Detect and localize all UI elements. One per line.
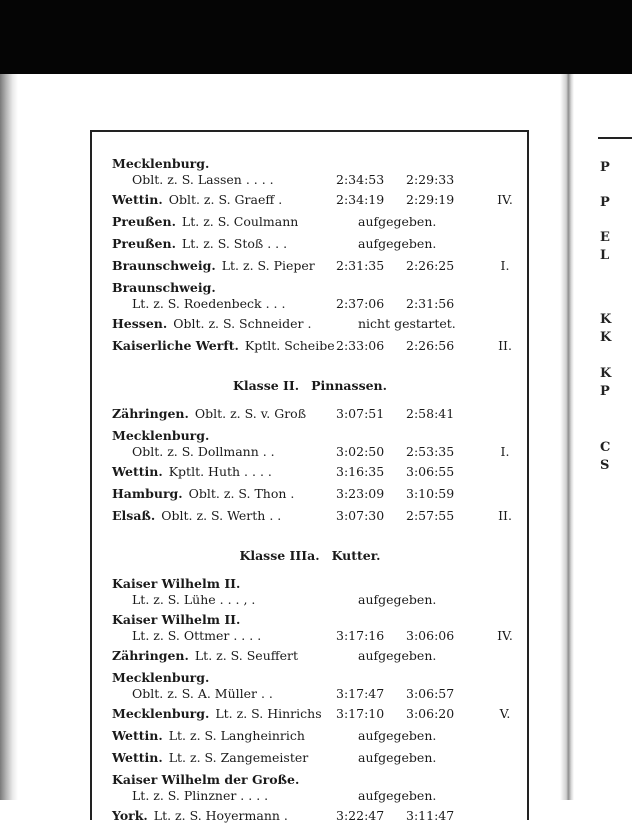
class-label: Klasse IIIa. bbox=[239, 548, 320, 563]
result-row bbox=[112, 316, 532, 338]
cut-off-letter: L bbox=[600, 248, 610, 263]
placing: I. bbox=[500, 258, 510, 273]
result-row bbox=[112, 576, 532, 612]
entry-line bbox=[112, 338, 335, 353]
result-row bbox=[112, 236, 532, 258]
ship-name: Preußen. bbox=[112, 236, 176, 251]
status-text: aufgegeben. bbox=[358, 648, 437, 663]
elapsed-time: 2:33:06 bbox=[336, 338, 385, 353]
elapsed-time: 3:23:09 bbox=[336, 486, 385, 501]
result-row bbox=[112, 486, 532, 508]
class-label: Klasse II. bbox=[232, 378, 300, 393]
corrected-time: 3:06:57 bbox=[406, 686, 455, 701]
entry-line bbox=[112, 316, 311, 331]
corrected-time: 3:10:59 bbox=[406, 486, 455, 501]
ship-name: Wettin. bbox=[112, 750, 163, 765]
class-heading bbox=[112, 378, 508, 400]
entry-line bbox=[112, 214, 298, 229]
ship-name: Kaiser Wilhelm II. bbox=[112, 612, 241, 627]
ship-name: Kaiser Wilhelm der Große. bbox=[112, 772, 300, 787]
corrected-time: 3:11:47 bbox=[406, 808, 455, 823]
entry-line bbox=[112, 192, 282, 207]
ship-name: Hamburg. bbox=[112, 486, 183, 501]
cut-off-letter: K bbox=[600, 330, 612, 345]
skipper-name: Lt. z. S. Seuffert bbox=[194, 648, 299, 663]
entry-line bbox=[112, 486, 294, 501]
cut-off-letter: K bbox=[600, 366, 612, 381]
status-text: aufgegeben. bbox=[358, 592, 437, 607]
ship-name: Kaiserliche Werft. bbox=[112, 338, 239, 353]
ship-name: Kaiser Wilhelm II. bbox=[112, 576, 241, 591]
skipper-name: Oblt. z. S. Lassen . . . . bbox=[132, 172, 274, 187]
book-gutter bbox=[560, 74, 574, 800]
elapsed-time: 3:02:50 bbox=[336, 444, 385, 459]
skipper-name: Kptlt. Huth . . . . bbox=[168, 464, 272, 479]
ship-name: Mecklenburg. bbox=[112, 670, 210, 685]
ship-name: Mecklenburg. bbox=[112, 156, 210, 171]
cut-off-letter: K bbox=[600, 312, 612, 327]
results-table bbox=[112, 156, 532, 830]
status-text: aufgegeben. bbox=[358, 750, 437, 765]
ship-name: Braunschweig. bbox=[112, 280, 216, 295]
elapsed-time: 3:16:35 bbox=[336, 464, 385, 479]
entry-line bbox=[112, 808, 288, 823]
result-row bbox=[112, 406, 532, 428]
corrected-time: 3:06:55 bbox=[406, 464, 455, 479]
placing: II. bbox=[498, 338, 512, 353]
skipper-name: Lt. z. S. Lühe . . . , . bbox=[132, 592, 256, 607]
skipper-name: Lt. z. S. Roedenbeck . . . bbox=[132, 296, 286, 311]
result-row bbox=[112, 280, 532, 316]
result-row bbox=[112, 156, 532, 192]
skipper-name: Oblt. z. S. Graeff . bbox=[168, 192, 283, 207]
corrected-time: 2:53:35 bbox=[406, 444, 455, 459]
ship-name: Wettin. bbox=[112, 192, 163, 207]
status-text: aufgegeben. bbox=[358, 788, 437, 803]
result-row bbox=[112, 214, 532, 236]
skipper-name: Lt. z. S. Langheinrich bbox=[168, 728, 305, 743]
result-row bbox=[112, 428, 532, 464]
skipper-name: Oblt. z. S. Werth . . bbox=[161, 508, 282, 523]
skipper-name: Kptlt. Scheibe bbox=[244, 338, 335, 353]
elapsed-time: 3:17:10 bbox=[336, 706, 385, 721]
status-text: aufgegeben. bbox=[358, 214, 437, 229]
skipper-name: Lt. z. S. Coulmann bbox=[181, 214, 299, 229]
result-row bbox=[112, 808, 532, 830]
class-name: Pinnassen. bbox=[311, 378, 388, 393]
elapsed-time: 3:07:30 bbox=[336, 508, 385, 523]
skipper-name: Lt. z. S. Pieper bbox=[221, 258, 315, 273]
ship-name: Wettin. bbox=[112, 464, 163, 479]
elapsed-time: 3:17:47 bbox=[336, 686, 385, 701]
entry-line bbox=[112, 236, 287, 251]
elapsed-time: 2:34:19 bbox=[336, 192, 385, 207]
result-row bbox=[112, 464, 532, 486]
result-row bbox=[112, 772, 532, 808]
entry-line bbox=[112, 750, 308, 765]
ship-name: Mecklenburg. bbox=[112, 428, 210, 443]
result-row bbox=[112, 508, 532, 530]
entry-line bbox=[112, 648, 298, 663]
elapsed-time: 2:31:35 bbox=[336, 258, 385, 273]
cut-off-letter: P bbox=[600, 384, 610, 399]
skipper-name: Lt. z. S. Hinrichs bbox=[215, 706, 322, 721]
scanner-background bbox=[0, 0, 632, 74]
result-row bbox=[112, 750, 532, 772]
status-text: nicht gestartet. bbox=[358, 316, 456, 331]
placing: IV. bbox=[497, 192, 513, 207]
result-row bbox=[112, 612, 532, 648]
skipper-name: Lt. z. S. Stoß . . . bbox=[181, 236, 288, 251]
cut-off-letter: P bbox=[600, 195, 610, 210]
ship-name: Elsaß. bbox=[112, 508, 156, 523]
corrected-time: 2:26:25 bbox=[406, 258, 455, 273]
ship-name: York. bbox=[112, 808, 148, 823]
elapsed-time: 3:07:51 bbox=[336, 406, 385, 421]
cut-off-letter: E bbox=[600, 230, 610, 245]
skipper-name: Lt. z. S. Ottmer . . . . bbox=[132, 628, 262, 643]
result-row bbox=[112, 706, 532, 728]
status-text: aufgegeben. bbox=[358, 236, 437, 251]
result-row bbox=[112, 192, 532, 214]
placing: II. bbox=[498, 508, 512, 523]
status-text: aufgegeben. bbox=[358, 728, 437, 743]
skipper-name: Oblt. z. S. v. Groß bbox=[194, 406, 307, 421]
skipper-name: Oblt. z. S. Thon . bbox=[188, 486, 295, 501]
ship-name: Hessen. bbox=[112, 316, 168, 331]
entry-line bbox=[112, 406, 306, 421]
placing: V. bbox=[499, 706, 511, 721]
corrected-time: 2:31:56 bbox=[406, 296, 455, 311]
ship-name: Braunschweig. bbox=[112, 258, 216, 273]
result-row bbox=[112, 338, 532, 360]
entry-line bbox=[112, 706, 322, 721]
elapsed-time: 3:22:47 bbox=[336, 808, 385, 823]
elapsed-time: 2:37:06 bbox=[336, 296, 385, 311]
left-page-edge bbox=[0, 74, 18, 800]
cut-off-letter: S bbox=[600, 458, 610, 473]
elapsed-time: 2:34:53 bbox=[336, 172, 385, 187]
ship-name: Preußen. bbox=[112, 214, 176, 229]
skipper-name: Lt. z. S. Plinzner . . . . bbox=[132, 788, 269, 803]
result-row bbox=[112, 670, 532, 706]
corrected-time: 2:29:33 bbox=[406, 172, 455, 187]
result-row bbox=[112, 728, 532, 750]
placing: IV. bbox=[497, 628, 513, 643]
skipper-name: Lt. z. S. Hoyermann . bbox=[153, 808, 288, 823]
result-row bbox=[112, 648, 532, 670]
entry-line bbox=[112, 464, 272, 479]
corrected-time: 2:26:56 bbox=[406, 338, 455, 353]
cut-off-letter: C bbox=[600, 440, 611, 455]
entry-line bbox=[112, 508, 281, 523]
corrected-time: 3:06:20 bbox=[406, 706, 455, 721]
class-name: Kutter. bbox=[331, 548, 381, 563]
class-heading bbox=[112, 548, 508, 570]
ship-name: Zähringen. bbox=[112, 648, 189, 663]
corrected-time: 2:58:41 bbox=[406, 406, 455, 421]
skipper-name: Lt. z. S. Zangemeister bbox=[168, 750, 309, 765]
corrected-time: 3:06:06 bbox=[406, 628, 455, 643]
elapsed-time: 3:17:16 bbox=[336, 628, 385, 643]
entry-line bbox=[112, 728, 305, 743]
corrected-time: 2:29:19 bbox=[406, 192, 455, 207]
ship-name: Mecklenburg. bbox=[112, 706, 210, 721]
right-page bbox=[566, 74, 632, 800]
ship-name: Wettin. bbox=[112, 728, 163, 743]
skipper-name: Oblt. z. S. A. Müller . . bbox=[132, 686, 273, 701]
cut-off-letter: P bbox=[600, 160, 610, 175]
skipper-name: Oblt. z. S. Schneider . bbox=[173, 316, 312, 331]
entry-line bbox=[112, 258, 315, 273]
right-page-frame bbox=[598, 137, 632, 139]
ship-name: Zähringen. bbox=[112, 406, 189, 421]
skipper-name: Oblt. z. S. Dollmann . . bbox=[132, 444, 275, 459]
result-row bbox=[112, 258, 532, 280]
corrected-time: 2:57:55 bbox=[406, 508, 455, 523]
placing: I. bbox=[500, 444, 510, 459]
